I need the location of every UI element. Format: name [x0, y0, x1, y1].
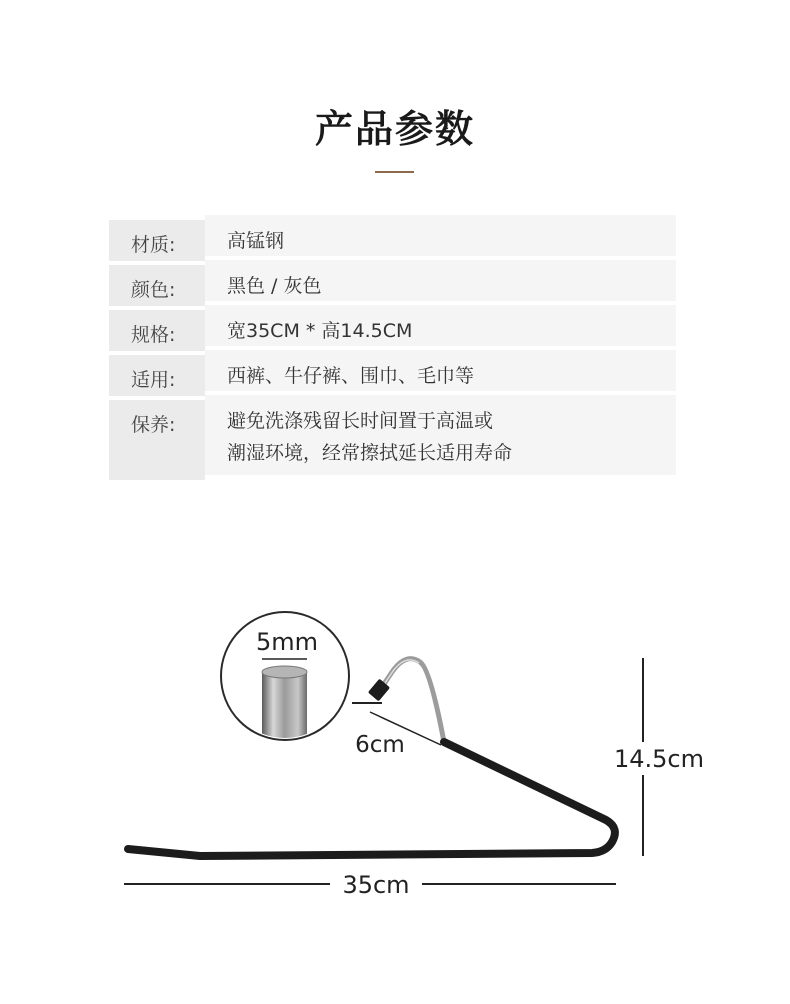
- spec-label: 材质:: [109, 220, 205, 261]
- wire-diameter-label: 5mm: [255, 628, 319, 656]
- wire-zoom-circle: [221, 612, 349, 752]
- width-label: 35cm: [342, 871, 410, 899]
- page-title: 产品参数: [314, 107, 475, 151]
- spec-row-material: [109, 220, 676, 261]
- hanger-dimension-diagram: [0, 590, 790, 1004]
- spec-row-color: [109, 265, 676, 306]
- spec-row-size: [109, 310, 676, 351]
- title-divider: [375, 171, 414, 173]
- spec-row-usage: [109, 355, 676, 396]
- spec-value: 高锰钢: [205, 215, 676, 256]
- spec-label: 适用:: [109, 355, 205, 396]
- spec-row-care: [109, 400, 676, 480]
- spec-label: 保养:: [109, 400, 205, 480]
- spec-value: 避免洗涤残留长时间置于高温或 潮湿环境，经常擦拭延长适用寿命: [205, 395, 676, 475]
- spec-table: [109, 220, 676, 484]
- hook-depth-label: 6cm: [355, 732, 405, 758]
- spec-value: 宽35CM * 高14.5CM: [205, 305, 676, 346]
- spec-value: 黑色 / 灰色: [205, 260, 676, 301]
- spec-label: 颜色:: [109, 265, 205, 306]
- spec-label: 规格:: [109, 310, 205, 351]
- spec-value: 西裤、牛仔裤、围巾、毛巾等: [205, 350, 676, 391]
- height-label: 14.5cm: [613, 745, 705, 773]
